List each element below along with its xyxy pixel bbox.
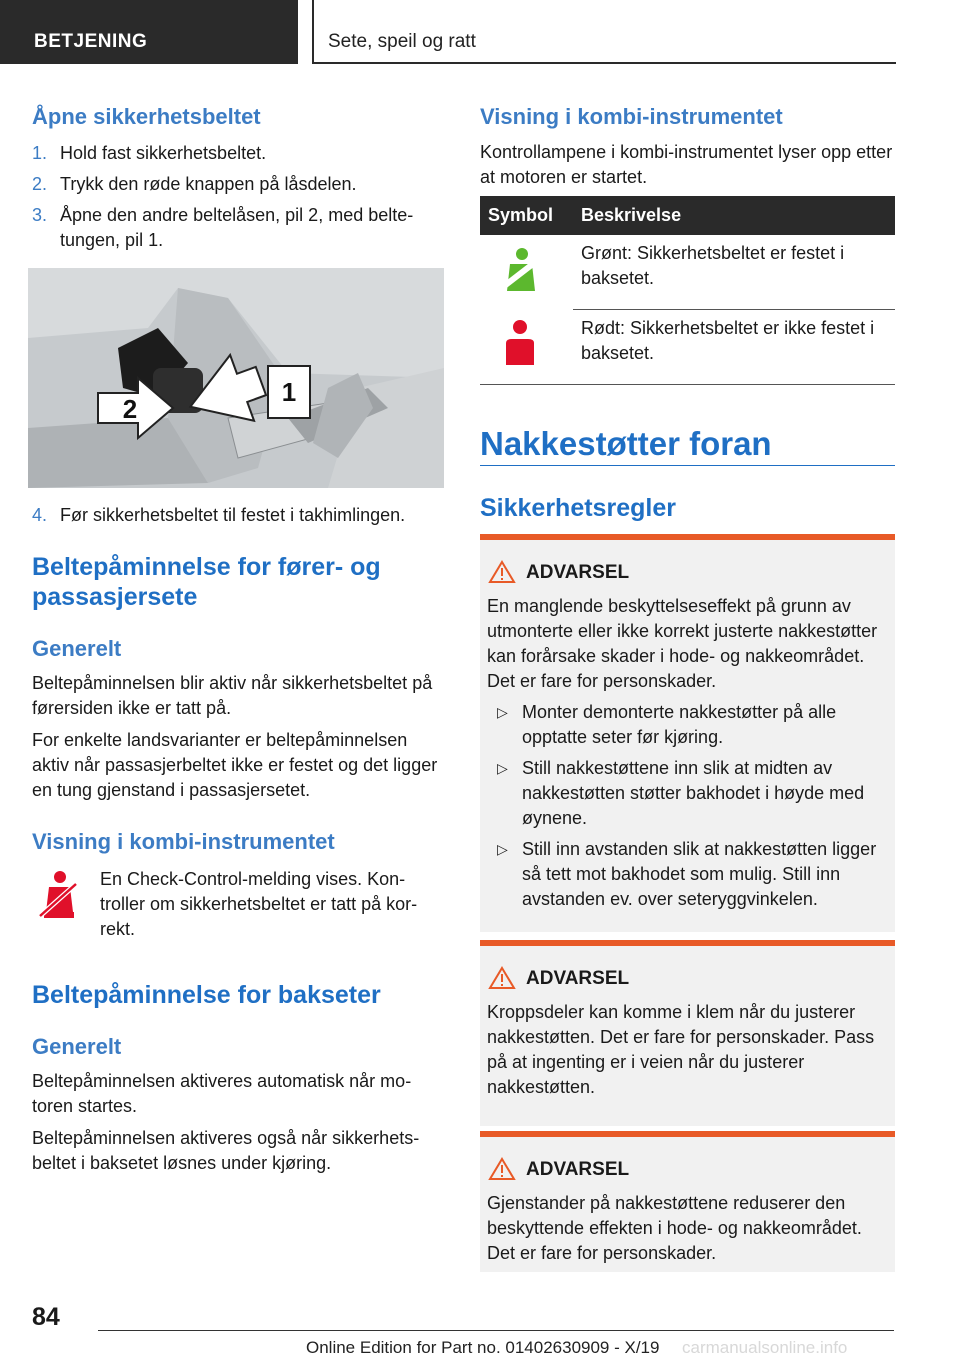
rear-reminder-heading: Beltepåminnelse for bakseter: [32, 981, 381, 1009]
table-row: [480, 235, 895, 309]
row-description: Rødt: Sikkerhetsbeltet er ikke festet i baksetet.: [573, 309, 895, 384]
section-tab: [0, 0, 298, 64]
symbol-column-header: Symbol: [480, 196, 573, 235]
warning-box: [480, 1131, 895, 1272]
red-belt-icon: [500, 319, 540, 369]
steps-list: [32, 141, 444, 259]
warning-box: [480, 534, 895, 932]
seatbelt-warning-icon: [36, 870, 80, 922]
display-heading-left: Visning i kombi-instrumentet: [32, 829, 335, 854]
warning-list: [487, 700, 891, 912]
list-item: ▷ Monter demonterte nakkestøtter på alle opptatte seter før kjøring.: [497, 702, 837, 747]
general-heading-rear: Generelt: [32, 1034, 122, 1059]
table-row: [480, 309, 895, 384]
watermark: carmanualsonline.info: [682, 1338, 848, 1357]
step-item: 1. Hold fast sikkerhetsbeltet.: [32, 143, 267, 163]
seatbelt-buckle-figure: [28, 268, 444, 488]
list-item: ▷ Still inn avstanden slik at nakkestøtten ligger så tett mot bakhodet som mulig. Still inn avstanden ev. over seteryggvinkelen.: [497, 839, 877, 909]
display-intro: Kontrollampene i kombi-instrumentet lyser opp etter at motoren er startet.: [480, 142, 893, 187]
warning-text: En manglende beskyttelseseffekt på grunn av utmonterte eller ikke korrekt justerte nakkestøtter kan forårsake skader i hode- og nakkeområdet. Det er fare for personskader.: [487, 596, 878, 691]
general-paragraph-1: Beltepåminnelsen blir aktiv når sikkerhetsbeltet på førersiden ikke er tatt på.: [32, 673, 433, 718]
warning-title: ADVARSEL: [526, 968, 630, 989]
figure-arrow-1-label: 1: [281, 377, 297, 407]
description-column-header: Beskrivelse: [573, 196, 895, 235]
step-item: 4. Før sikkerhetsbeltet til festet i takhimlingen.: [32, 505, 406, 525]
display-heading-right: Visning i kombi-instrumentet: [480, 104, 783, 129]
figure-arrow-2-label: 2: [122, 394, 138, 424]
symbol-table: [480, 196, 895, 385]
rear-paragraph-2: Beltepåminnelsen aktiveres også når sikkerhetsbeltet i baksetet løsnes under kjøring.: [32, 1128, 420, 1173]
display-text-left: En Check-Control-melding vises. Kontroller om sikkerhetsbeltet er tatt på korrekt.: [100, 869, 418, 939]
seatbelt-buckle-illustration: [28, 268, 444, 488]
warning-triangle-icon: [488, 560, 516, 584]
section-label: BETJENING: [34, 31, 148, 52]
chapter-label: Sete, speil og ratt: [328, 31, 476, 52]
page-number: 84: [32, 1303, 60, 1331]
general-heading-front: Generelt: [32, 636, 122, 661]
warning-title: ADVARSEL: [526, 1159, 630, 1180]
general-paragraph-2: For enkelte landsvarianter er beltepåminnelsen aktiv når passasjerbeltet ikke er festet og det ligger en tung gjenstand i passasjersetet.: [32, 730, 438, 800]
warning-text: Kroppsdeler kan komme i klem når du justerer nakkestøtten. Det er fare for personskader. Pass på at ingenting er i veien når du justerer nakkestøtten.: [487, 1002, 875, 1097]
warning-text: Gjenstander på nakkestøttene reduserer den beskyttende effekten i hode- og nakkeområdet. Det er fare for personskader.: [487, 1193, 862, 1263]
safety-heading: Sikkerhetsregler: [480, 494, 676, 522]
headrest-heading: Nakkestøtter foran: [480, 425, 772, 462]
front-reminder-heading: Beltepåminnelse for fører- og passasjersete: [32, 553, 381, 611]
warning-triangle-icon: [488, 1157, 516, 1181]
open-belt-heading: Åpne sikkerhetsbeltet: [32, 104, 261, 129]
rear-paragraph-1: Beltepåminnelsen aktiveres automatisk når motoren startes.: [32, 1071, 412, 1116]
warning-box: [480, 940, 895, 1126]
green-belt-icon: [500, 247, 540, 295]
step-item: 2. Trykk den røde knappen på låsdelen.: [32, 174, 357, 194]
steps-list-continued: [32, 503, 444, 534]
warning-title: ADVARSEL: [526, 562, 630, 583]
list-item: ▷ Still nakkestøttene inn slik at midten av nakkestøtten støtter bakhodet i høyde med øynene.: [497, 758, 865, 828]
heading-rule: [480, 465, 895, 466]
row-description: Grønt: Sikkerhetsbeltet er festet i baksetet.: [573, 235, 895, 309]
warning-triangle-icon: [488, 966, 516, 990]
footer-rule: [98, 1330, 894, 1331]
edition-text: Online Edition for Part no. 01402630909 - X/19: [306, 1338, 660, 1357]
chapter-tab: [312, 0, 896, 64]
step-item: 3. Åpne den andre beltelåsen, pil 2, med beltetungen, pil 1.: [32, 205, 414, 250]
